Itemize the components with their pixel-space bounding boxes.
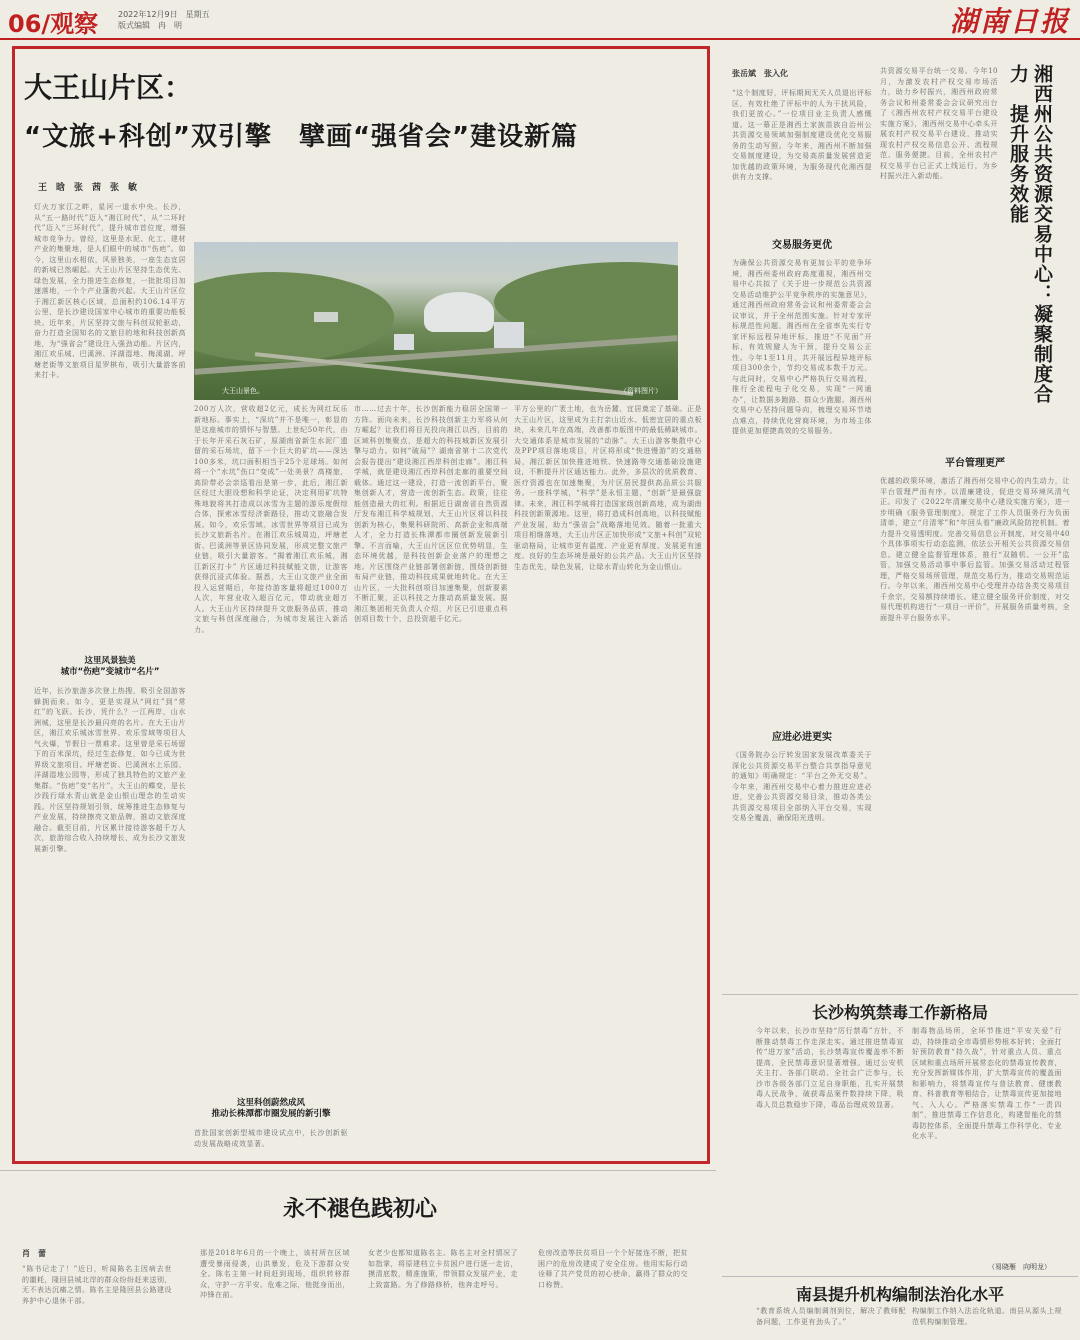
nanxian-body-col-1: “教育系统人员编制调剂到位，解决了教师配备问题，工作更有劲头了。”	[756, 1307, 906, 1326]
right-body-col-2b: 优越的政策环境，激活了湘西州交易中心的内生动力，让平台管理严而有序。以清廉建设，促进交易环境风清气正。印发了《2022年清廉交易中心建设实施方案》，进一步明确《服务管理制度》，规定了工作人员服务行为负面清单，建立“月清零”和“年回头看”廉政风险防控机制。着力提升交易透明度。完善交易信息公开制度，对交易中40个具体事项实行动态监测，依法公开相关公共资源交易信息。建立健全监督管理体系，推行“双随机、一公开”监管，加强交易活动事中事后监管。加强交易活动过程管理，严格交易场所管理，规范交易行为，推动交易规范运行。今年以来，湘西州交易中心受理并办结各类交易项目千余宗，交易额持续增长。建立健全服务评价制度，对交易代理机构进行“一项目一评价”，开展服务质量考核，全面提升平台服务水平。	[880, 477, 1070, 622]
issue-editors: 版式编辑 冉 明	[118, 21, 182, 30]
nanxian-title: 南县提升机构编制法治化水平	[795, 1285, 1004, 1304]
nanxian-body-col-2: 构编制工作纳入法治化轨道。南县从源头上规范机构编制管理。	[912, 1307, 1062, 1326]
changsha-title: 长沙构筑禁毒工作新格局	[811, 1003, 988, 1022]
right-body-col-1a: “这个制度好，评标期间无关人员退出评标区，有效杜绝了评标中的人为干扰风险，我们更放心。”一位项目业主负责人感慨道。这一幕正是湘西土家族苗族自治州公共资源交易领域加强制度建设优化交易服务的生动写照。今年来，湘西州不断加强交易制度建设，为交易高质量发展营造更加优越的政策环境，为服务现代化湘西提供有力支撑。	[732, 89, 872, 181]
right-byline: 张岳斌 张入化	[732, 69, 788, 78]
lead-subhead-2: 这里科创蔚然成风 推动长株潭都市圈发展的新引擎	[211, 1098, 331, 1119]
changsha-body-col-2: 制毒物品场所，全环节推进“平安关爱”行动，持续推动全市毒情形势根本好转；全面打好预防教育“持久战”，针对重点人员、重点区域和重点场所开展常态化的禁毒宣传教育，充分发挥新媒体作用，扩大禁毒宣传的覆盖面和影响力，将禁毒宣传与普法教育、健康教育、科普教育等相结合，让禁毒宣传更加接地气、入人心。严格落实禁毒工作“一责四制”，推进禁毒工作信息化，构建智能化的禁毒防控体系，全面提升禁毒工作科学化、专业化水平。	[912, 1027, 1062, 1140]
bottom-title: 永不褪色践初心	[282, 1197, 437, 1222]
dawangshan-photo	[194, 242, 678, 400]
right-body-col-2a: 共资源交易平台统一交易。今年10月，为激发农村产权交易市场活力，助力乡村振兴，湘西州政府常务会议和州委常委会会议研究出台了《湘西州农村产权交易平台建设实施方案》，湘西州交易中心牵头开展农村产权交易平台建设，推动实现农村产权交易信息公开、流程规范、服务便捷。目前，全州农村产权交易平台已正式上线运行，为乡村振兴注入新动能。	[880, 67, 998, 180]
right-subhead-1: 交易服务更优	[772, 240, 832, 251]
section-rule-nanxian	[722, 1276, 1078, 1277]
lead-body-col-2: 200万人次，营收超2亿元，成长为网红玩乐新地标。事实上，“深坑”并不是唯一，彰显的是这座城市的情怀与智慧。上世纪50年代，由于长年开采石灰石矿，原湖南省新生水泥厂遗留的采石场坑，留下一个巨大的矿坑——深达100多米，坑口面积相当于25个足球场。如何将一个“水坑”伤口“变成”一处美景？高楼旅，高阶带必会亲巡看出是第一步，此后，湘江新区经过大胆设想和科学论证，决定利用矿坑特殊地貌将其打造成以冰雪为主题的游乐度假综合体，探索冰雪经济新路径，推动文旅融合发展。如今，欢乐雪域、冰雪世界等项目已成为长沙文旅新名片。在湘江欢乐城周边，坪塘老街、巴溪洲等景区协同发展，形成完整文旅产业链，吸引大量游客。“揭着湘江欢乐城，湘江新区打卡” 片区通过科技赋能文旅，让游客获得沉浸式体验。据悉，大王山文旅产业全面投入运营期后，年接待游客量将超过1000万人次，年营业收入超百亿元，带动就业超万人。大王山片区持续提升文旅服务品质，推动文旅与科创深度融合，为城市发展注入新活力。	[194, 405, 348, 634]
page-header	[0, 0, 1080, 40]
bottom-byline: 肖 蕾	[22, 1249, 46, 1258]
changsha-body-col-1: 今年以来，长沙市坚持“厉行禁毒”方针，不断推动禁毒工作走深走实。通过推进禁毒宣传“进万家”活动，长沙禁毒宣传覆盖率不断提高，全民禁毒意识显著增强。通过公安机关主打、各部门联动、全社会广泛参与，长沙市各级各部门立足自身职能，扎实开展禁毒人民战争，破获毒品案件数持续下降，吸毒人员总数稳步下降，毒品治理成效显著。	[756, 1027, 904, 1109]
lead-title: “文旅+科创”双引擎 擘画“强省会”建设新篇	[24, 122, 579, 152]
newspaper-masthead: 湖南日报	[949, 5, 1070, 38]
photo-caption: 大王山景色。	[222, 387, 264, 395]
right-article-title: 湘西州公共资源交易中心：凝聚制度合力 提升服务效能	[1007, 64, 1053, 404]
lead-body-col-2b: 首批国家创新型城市建设试点中，长沙创新驱动发展战略成效显著。	[194, 1129, 348, 1148]
page-number: 06/观察	[8, 10, 99, 38]
section-rule-bottom	[0, 1170, 716, 1171]
lead-pre-title: 大王山片区：	[24, 71, 193, 104]
issue-date: 2022年12月9日 星期五	[118, 10, 210, 19]
right-body-col-1c: 《国务院办公厅转发国家发展改革委关于深化公共资源交易平台整合共享指导意见的通知》明确规定：“平台之外无交易”。今年来，湘西州交易中心着力推进应进必进，完善公共资源交易目录，推动各类公共资源交易项目全部纳入平台交易，实现交易全覆盖，确保阳光透明。	[732, 751, 872, 822]
bottom-body-col-4: 危房改造等扶贫项目一个个好接连不断，把贫困户的危房改建成了安全住房。他用实际行动诠释了共产党员的初心使命，赢得了群众的交口称赞。	[538, 1249, 688, 1289]
bottom-body-col-1: “陈书记走了！”近日，听闻陈名主因病去世的噩耗，隆回县城北岸的群众纷纷赶来送别，无不表达沉痛之情。陈名主是隆回县公路建设养护中心退休干部。	[22, 1265, 172, 1305]
right-subhead-3: 应进必进更实	[772, 732, 832, 743]
lead-body-col-4: 平方公里的广袤土地，也为岳麓、宜居奠定了基础。正是大王山片区，这里成为主打亲山近水、低密宜居的重点板块，未来几年在高端，改善都市版图中的最低稀缺城市。大交通体系是城市发展的“动脉”。大王山游客集散中心及PPP项目落地项目，片区将形成“快进慢游”的交通格局，湘江新区加快推进地铁、快速路等交通基础设施建设，不断提升片区通达能力。此外，多层次的优质教育、医疗资源也在加速集聚，为片区居民提供高品质公共服务。一座科学城，“科学”是永恒主题，“创新”是最强旋律。未来，湘江科学城将打造国家级创新高地，成为湖南科技创新策源地。这里，将打造成科创高地，以科技赋能产业发展，助力“强省会”战略落地见效。随着一批重大项目相继落地，大王山片区正加快形成“文旅+科创”双轮驱动格局，让城市更有温度、产业更有厚度、发展更有速度。良好的生态环境是最好的公共产品。大王山片区坚持生态优先，绿色发展，让绿水青山转化为金山银山。	[514, 405, 702, 571]
lead-body-col-3: 市……过去十年，长沙创新能力稳居全国第一方阵。面向未来，长沙科技创新主力军将从何方崛起？让我们将目光投向湘江以西，目前的区域科创集聚点，是超大的科技城新区发展引擎与动力。如何“破局”？湖南省第十二次党代会报告提出“建设湘江西岸科创走廊”。湘江科学城，就是建设湘江西岸科创走廊的重要空间载体。通过这一建设，打造一流创新平台，聚集创新人才，营造一流创新生态。政策，往往能创造最大的红利。根据近日湖南省自然资源厅发布湘江科学城规划，大王山片区将以科技创新为核心，集聚科研院所、高新企业和高端人才，全力打造长株潭都市圈创新发展新引擎。不言而喻，大王山片区区位优势明显，生态环境优越，是科技创新企业落户的理想之地。片区围绕产业链部署创新链，围绕创新链布局产业链，推动科技成果就地转化。在大王山片区，一大批科创项目加速集聚，创新要素不断汇聚，正以科技之力推动高质量发展。据湘江集团相关负责人介绍，片区已引进重点科创项目数十个，总投资超千亿元。	[354, 405, 508, 623]
right-subhead-2: 平台管理更严	[945, 458, 1005, 469]
lead-body-col-1b: 近年，长沙旅游多次登上热搜，吸引全国游客蜂拥而来。如今，更是实现从“网红”到“常红”的飞跃。长沙，凭什么？一江两岸，山水洲城，这里是长沙最闪亮的名片。在大王山片区，湘江欢乐城冰雪世界、欢乐雪域等项目人气火爆，节假日一票难求。这里曾是采石场留下的百米深坑，经过生态修复，如今已成为世界级文旅项目。坪塘老街、巴溪洲水上乐园、洋湖湿地公园等，形成了独具特色的文旅产业集群。“伤疤”变“名片”，大王山的蝶变，是长沙践行绿水青山就是金山银山理念的生动实践。片区坚持规划引领，统筹推进生态修复与产业发展，持续擦亮文旅品牌，推动文旅深度融合。截至目前，片区累计接待游客超千万人次，旅游综合收入持续增长，成为长沙文旅发展新引擎。	[34, 687, 186, 853]
issue-meta	[118, 9, 210, 31]
right-body-col-1b: 为确保公共资源交易有更加公平的竞争环境，湘西州委州政府高度重视，湘西州交易中心共拟了《关于进一步规范公共资源交易活动维护公平竞争秩序的实施意见》，通过湘西州政府常务会议和州委常委会会议审议，并于全州范围实施。针对专家评标规范性问题，湘西州在全省率先实行专家评标远程异地评标，推进“不见面”开标，有效规避人为干预，提升交易公正性。今年1至11月，共开展远程异地评标项目300余个，节约交易成本数千万元。与此同时，交易中心严格执行交易流程，推行全流程电子化交易，实现“一网通办”，让数据多跑路、群众少跑腿。湘西州交易中心坚持问题导向，梳理交易环节堵点难点，持续优化营商环境，为市场主体提供更加便捷高效的交易服务。	[732, 259, 872, 435]
section-name: 观察	[50, 10, 99, 38]
bottom-body-col-2: 那是2018年6月的一个晚上，该村所在区域遭受暴雨侵袭，山洪暴发，危及下游群众安全。陈名主第一时间赶到现场，组织转移群众，守护一方平安。危难之际，他挺身而出，冲锋在前。	[200, 1249, 350, 1299]
lead-subhead-1: 这里风景独美 城市“伤疤”变城市“名片”	[60, 656, 160, 677]
lead-body-col-1: 灯火万家江之畔，星河一道水中央。长沙，从“五一路时代”迈入“湘江时代”，从“二环时代”迈入“三环时代”，提升城市首位度，增强城市竞争力。曾经，这里是水泥、化工、建材产业的集聚地，是人们眼中的城市“伤疤”。如今，这里山水相依，风景独美，一座生态宜居的新城已然崛起。大王山片区坚持生态优先、绿色发展，全力推进生态修复，一批批项目加速落地，一个个产业蓬勃兴起。大王山片区位于湘江新区核心区域，总面积约106.14平方公里，是长沙建设国家中心城市的重要功能板块。近年来，片区坚持文旅与科创双轮驱动，奋力打造全国知名的文旅目的地和科技创新高地，为“强省会”建设注入强劲动能。片区内，湘江欢乐城、巴溪洲、洋湖湿地、梅溪湖、坪塘老街等文旅项目星罗棋布，吸引大量游客前来打卡。	[34, 203, 186, 379]
bottom-body-col-3: 女老少也都知道陈名主。陈名主对全村情况了如指掌，将原建档立卡贫困户进行逐一走访，摸清底数，精准施策，带领群众发展产业，走上致富路。为了修路修桥，他奔走呼号。	[368, 1249, 518, 1289]
section-rule-changsha	[722, 994, 1078, 995]
photo-credit: （资料图片）	[620, 387, 662, 395]
lead-byline: 王 晗 张 茜 张 敏	[38, 183, 138, 193]
changsha-credit: （易晓雁 向明龙）	[988, 1263, 1051, 1271]
